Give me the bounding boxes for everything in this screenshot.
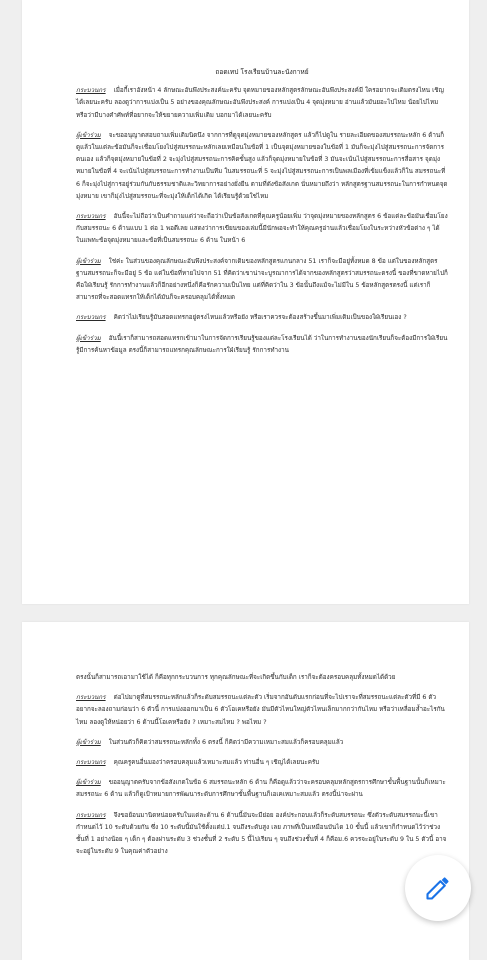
speaker-label: ผู้เข้าร่วม [76,334,101,342]
paragraph-text: ในส่วนตัวก็คิดว่าสมรรถนะหลักทั้ง 6 ตรงนี้ ก็คิดว่ามีความเหมาะสมแล้วก็ครอบคลุมแล้ว [108,738,344,746]
paragraph-text: จึงขอย้อนมานิดหน่อยครับในแต่ละด้าน 6 ด้านนี้มันจะมีย่อย องค์ประกอบแล้วก็ระดับสมรรถนะ ซึ่งตัวระดับสมรรถนะนี้เขากำหนดไว้ 10 ระดับด้วยกัน ซึ่ง 10 ระดับนี้มันใช้ตั้งแต่ป.1 จนถึงระดับสูง เลย ภาพที่เป็นเหมือนบันได 10 ขั้นนี้ แล้วเขาก็กำหนดไว้ว่าช่วงชั้นที่ 1 อย่างน้อย ๆ เด็ก ๆ ต้องผ่านระดับ 3 ช่วงชั้นที่ 2 ระดับ 5 นี้ไปเรียน ๆ จนถึงช่วงชั้นที่ 4 ก็คือม.6 ควรจะอยู่ในระดับ 9 ใน 5 ตัวนี้ อาจจะอยู่ในระดับ 9 ในคุณค่าตัวอย่าง [76,811,447,856]
document-page-1 [22,0,469,604]
page-2-text [76,672,448,866]
speaker-label: ผู้เข้าร่วม [76,779,101,787]
transcript-paragraph [76,211,448,248]
transcript-paragraph [76,757,448,769]
paragraph-text: ตรงนั้นก็สามารถเอามาใช้ได้ ก็คือทุกกระบวนการ ทุกคุณลักษณะที่จะเกิดขึ้นกับเด็ก เราก็จะต้องครอบคลุมทั้งหมดได้ด้วย [76,674,396,681]
transcript-paragraph [76,810,448,859]
speaker-label: ผู้เข้าร่วม [76,257,101,265]
pencil-icon [424,874,452,902]
speaker-label: กระบวนกร [76,314,106,322]
edit-button[interactable] [405,855,471,921]
speaker-label: กระบวนกร [76,759,106,767]
transcript-paragraph [76,256,448,305]
speaker-label: ผู้เข้าร่วม [76,131,101,139]
page-1-text [76,66,448,365]
paragraph-text: ต่อไปมาดูที่สมรรถนะหลักแล้วก็ระดับสมรรถนะแต่ละตัว เริ่มจากอันดับแรกก่อนที่จะไปเราจะที่สมรรถนะแต่ละตัวที่มี 6 ตัว อยากจะลองถามก่อนว่า 6 ตัวนี้ การแบ่งออกมาเป็น 6 ตัวโอเคหรือยัง มันมีตัวไหนใหญ่ตัวไหนเล็กมากกว่ากันไหม หรือว่าเหลื่อมล้ำอะไรกันไหม ลองดูให้หน่อยว่า 6 ด้านนี้โอเคหรือยัง ? เหมาะสมไหม ? พอไหม ? [76,694,445,726]
paragraph-text: ใช่ค่ะ ในส่วนของคุณลักษณะอันพึงประสงค์จากเดิมของหลักสูตรแกนกลาง 51 เราก็จะมีอยู่ทั้งหมด 8 ข้อ แต่ในของหลักสูตรฐานสมรรถนะก็จะมีอยู่ 5 ข้อ แต่ในข้อที่หายไปจาก 51 ที่คิดว่าเขาน่าจะบูรณาการได้จากของหลักสูตรว่าสมรรถนะตรงนี้ ของที่ขาดหายไปก็คือใฝ่เรียนรู้ รักการทำงานแล้วก็อีกอย่างหนึ่งก็คือรักความเป็นไทย แต่ที่คิดว่าใน 3 ข้อนั้นถึงแม้จะไม่มีใน 5 ข้อหลักสูตรตรงนี้ แต่เราก็สามารถที่จะสอดแทรกให้เด็กได้มันก็จะครอบคลุมได้ทั้งหมด [76,257,448,302]
transcript-paragraph [76,312,448,324]
speaker-label: ผู้เข้าร่วม [76,738,101,746]
paragraph-text: อันนี้เราก็สามารถสอดแทรกเข้ามาในการจัดการเรียนรู้ของแต่ละโรงเรียนได้ ว่าในการทำงานของนักเรียนก็จะต้องมีการใฝ่เรียนรู้มีการค้นหาข้อมูล ตรงนี้ก็สามารถแทรกคุณลักษณะการใฝ่เรียนรู้ รักการทำงาน [76,334,448,354]
transcript-paragraph [76,85,448,122]
speaker-label: กระบวนกร [76,213,106,221]
paragraph-text: คิดว่าไม่เรียนรู้มันสอดแทรกอยู่ตรงไหนแล้วหรือยัง หรือเราควรจะต้องสร้างขึ้นมาเพิ่มเติมเป็นของใฝ่เรียนเอง ? [113,314,407,322]
transcript-paragraph [76,672,448,684]
document-page-2 [22,622,469,960]
document-title: ถอดเทป โรงเรียนบ้านละนังกาหย์ [215,68,309,76]
paragraph-text: เมื่อกี้เราอังหน้า 4 ลักษณะอันพึงประสงค์นะครับ จุดหมายของหลักสูตรลักษณะอันพึงประสงค์มี ใครอยากจะเติมตรงไหน เชิญได้เลยนะครับ ลองดูว่าการแบ่งเป็น 5 อย่างของคุณลักษณะอันพึงประสงค์ การแบ่งเป็น 4 จุดมุ่งหมาย อ่านแล้วมันยอะไปไหม น้อยไปไหมหรือว่ามีบางคำศัพท์ที่อยากจะให้ขยายความเพิ่มเติม บอกมาได้เลยนะครับ [76,87,444,119]
speaker-label: กระบวนกร [76,811,106,819]
paragraph-text: จะขออนุญาตสอบถามเพิ่มเติมนิดนึง จากการที่ดูจุดมุ่งหมายของหลักสูตร แล้วก็ไปดูใน รายละเอียดของสมรรถนะหลัก 6 ด้านก็ดูแล้วในแต่ละข้อมันก็จะเชื่อมโยงไปสู่สมรรถนะหลักเลยเหมือนในข้อที่ 1 เป็นจุดมุ่งหมายของในข้อที่ 1 มันก็จะมุ่งไปสู่สมรรถนะการจัดการตนเอง แล้วก็จุดมุ่งหมายในข้อที่ 2 จะมุ่งไปสู่สมรรถนะการคิดขั้นสูง แล้วก็จุดมุ่งหมายในข้อที่ 3 มันจะเน้นไปสู่สมรรถนะการสื่อสาร จุดมุ่งหมายในข้อที่ 4 จะเน้นไปสู่สมรรถนะการทำงานเป็นทีม ในสมรรถนะที่ 5 จะมุ่งไปสู่สมรรถนะการเป็นพลเมืองที่เข้มแข็งแล้วก็ใน สมรรถนะที่ 6 ก็จะมุ่งไปสู่การอยู่ร่วมกันกับธรรมชาติและวิทยาการอย่างยั่งยืน ตามที่ดังข้อสังเกต นั่นหมายถึงว่า หลักสูตรฐานสมรรถนะในการกำหนดจุดมุ่งหมาย เขาก็มุ่งไปสู่สมรรถนะที่จะมุ่งให้เด็กได้เกิด ได้เรียนรู้ด้วยใช่ไหม [76,131,448,200]
transcript-paragraph [76,333,448,357]
transcript-paragraph [76,737,448,749]
paragraph-text: ขออนุญาตครับจากข้อสังเกตในข้อ 6 สมรรถนะหลัก 6 ด้าน ก็คือดูแล้วว่าจะครอบคลุมหลักสูตรการศึกษาขั้นพื้นฐานนั้นก็เหมาะสมรรถนะ 6 ด้าน แล้วก็ดูเป้าหมายการพัฒนาระดับการศึกษาขั้นพื้นฐานก็เอเคเหมาะสมแล้ว ตรงนี้น่าจะผ่าน [76,779,446,799]
speaker-label: กระบวนกร [76,694,106,702]
paragraph-text: อันนี้จะไม่ถือว่าเป็นคำถามแต่ว่าจะถือว่าเป็นข้อสังเกตที่คุณครูน้อยเพิ่ม ว่าจุดมุ่งหมายของหลักสูตร 6 ข้อแต่ละข้อมันเชื่อมโยงกับสมรรถนะ 6 ด้านแบบ 1 ต่อ 1 พอดีเลย แสดงว่าการเขียนของเล่มนี้มีนักพอจะทำให้คุณครูอ่านแล้วเชื่อมโยงในระหว่างหัวข้อต่าง ๆ ได้ ในแพทะข้อจุดมุ่งหมายและข้อที่เป็นสมรรถนะ 6 ด้าน ในหน้า 6 [76,213,448,245]
transcript-paragraph [76,692,448,729]
paragraph-text: คุณครูคนอื่นมองว่าครอบคลุมแล้วเหมาะสมแล้ว ท่านอื่น ๆ เชิญได้เลยนะครับ [113,759,320,767]
transcript-paragraph [76,130,448,203]
speaker-label: กระบวนกร [76,87,106,95]
transcript-paragraph [76,777,448,801]
